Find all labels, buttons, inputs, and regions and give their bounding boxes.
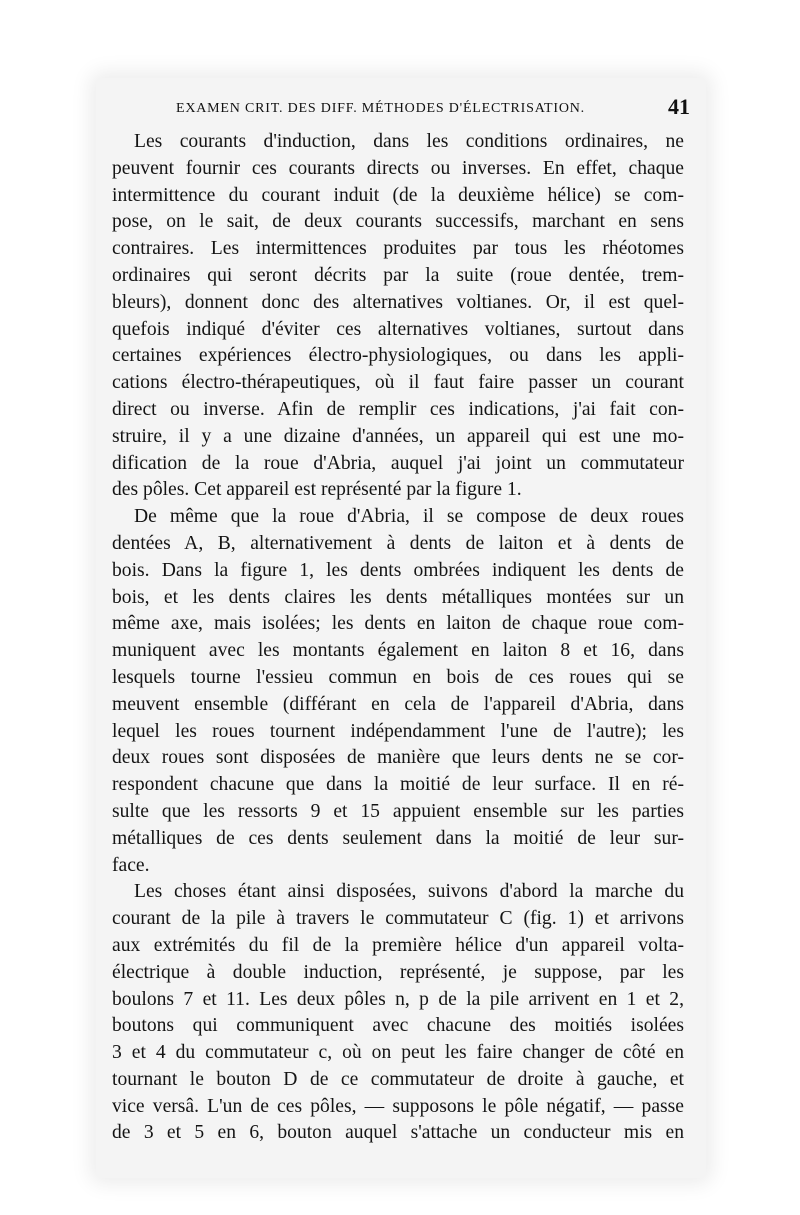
- text-line: Les choses étant ainsi disposées, suivons d'abord la marche du: [134, 881, 684, 903]
- text-line: dentées A, B, alternativement à dents de laiton et à dents de: [112, 532, 684, 554]
- text-line: boulons 7 et 11. Les deux pôles n, p de la pile arrivent en 1 et 2,: [112, 988, 684, 1010]
- text-line: électrique à double induction, représenté, je suppose, par les: [112, 961, 684, 983]
- text-line: bois. Dans la figure 1, les dents ombrées indiquent les dents de: [112, 559, 684, 581]
- text-line: direct ou inverse. Afin de remplir ces indications, j'ai fait con-: [112, 398, 684, 420]
- text-line: peuvent fournir ces courants directs ou inverses. En effet, chaque: [112, 157, 684, 179]
- text-line: des pôles. Cet appareil est représenté par la figure 1.: [112, 479, 522, 501]
- text-line: Les courants d'induction, dans les conditions ordinaires, ne: [134, 131, 684, 152]
- text-line: métalliques de ces dents seulement dans la moitié de leur sur-: [112, 827, 684, 849]
- text-line: De même que la roue d'Abria, il se compose de deux roues: [134, 506, 684, 528]
- text-line: vice versâ. L'un de ces pôles, — supposons le pôle négatif, — passe: [112, 1095, 684, 1117]
- text-line: de 3 et 5 en 6, bouton auquel s'attache un conducteur mis en: [112, 1122, 684, 1144]
- text-line: intermittence du courant induit (de la deuxième hélice) se com-: [112, 184, 684, 206]
- text-line: pose, on le sait, de deux courants successifs, marchant en sens: [112, 211, 684, 233]
- text-line: dification de la roue d'Abria, auquel j'ai joint un commutateur: [112, 452, 684, 474]
- text-line: 3 et 4 du commutateur c, où on peut les faire changer de côté en: [112, 1042, 684, 1064]
- text-line: muniquent avec les montants également en laiton 8 et 16, dans: [112, 640, 684, 662]
- text-line: sulte que les ressorts 9 et 15 appuient ensemble sur les parties: [112, 800, 684, 822]
- text-line: face.: [112, 854, 150, 876]
- text-line: ordinaires qui seront décrits par la suite (roue dentée, trem-: [112, 264, 684, 286]
- text-line: courant de la pile à travers le commutateur C (fig. 1) et arrivons: [112, 908, 684, 930]
- running-header: [176, 94, 690, 120]
- text-line: quefois indiqué d'éviter ces alternatives voltianes, surtout dans: [112, 318, 684, 340]
- text-line: boutons qui communiquent avec chacune des moitiés isolées: [112, 1015, 684, 1037]
- text-line: cations électro-thérapeutiques, où il faut faire passer un courant: [112, 372, 684, 394]
- text-line: même axe, mais isolées; les dents en laiton de chaque roue com-: [112, 613, 684, 635]
- running-title: EXAMEN CRIT. DES DIFF. MÉTHODES D'ÉLECTRISATION.: [176, 101, 585, 116]
- text-line: deux roues sont disposées de manière que leurs dents ne se cor-: [112, 747, 684, 769]
- text-line: lesquels tourne l'essieu commun en bois de ces roues qui se: [112, 666, 684, 688]
- text-line: bois, et les dents claires les dents métalliques montées sur un: [112, 586, 684, 608]
- text-line: bleurs), donnent donc des alternatives voltianes. Or, il est quel-: [112, 291, 684, 313]
- text-line: certaines expériences électro-physiologiques, ou dans les appli-: [112, 345, 684, 367]
- body-text: [112, 129, 684, 1147]
- text-line: contraires. Les intermittences produites par tous les rhéotomes: [112, 238, 684, 260]
- page-number: 41: [668, 94, 690, 119]
- text-line: respondent chacune que dans la moitié de leur surface. Il en ré-: [112, 774, 684, 796]
- text-line: tournant le bouton D de ce commutateur de droite à gauche, et: [112, 1068, 684, 1090]
- text-line: aux extrémités du fil de la première hélice d'un appareil volta-: [112, 934, 684, 956]
- text-line: lequel les roues tournent indépendamment l'une de l'autre); les: [112, 720, 684, 742]
- text-line: struire, il y a une dizaine d'années, un appareil qui est une mo-: [112, 425, 684, 447]
- text-line: meuvent ensemble (différant en cela de l'appareil d'Abria, dans: [112, 693, 684, 715]
